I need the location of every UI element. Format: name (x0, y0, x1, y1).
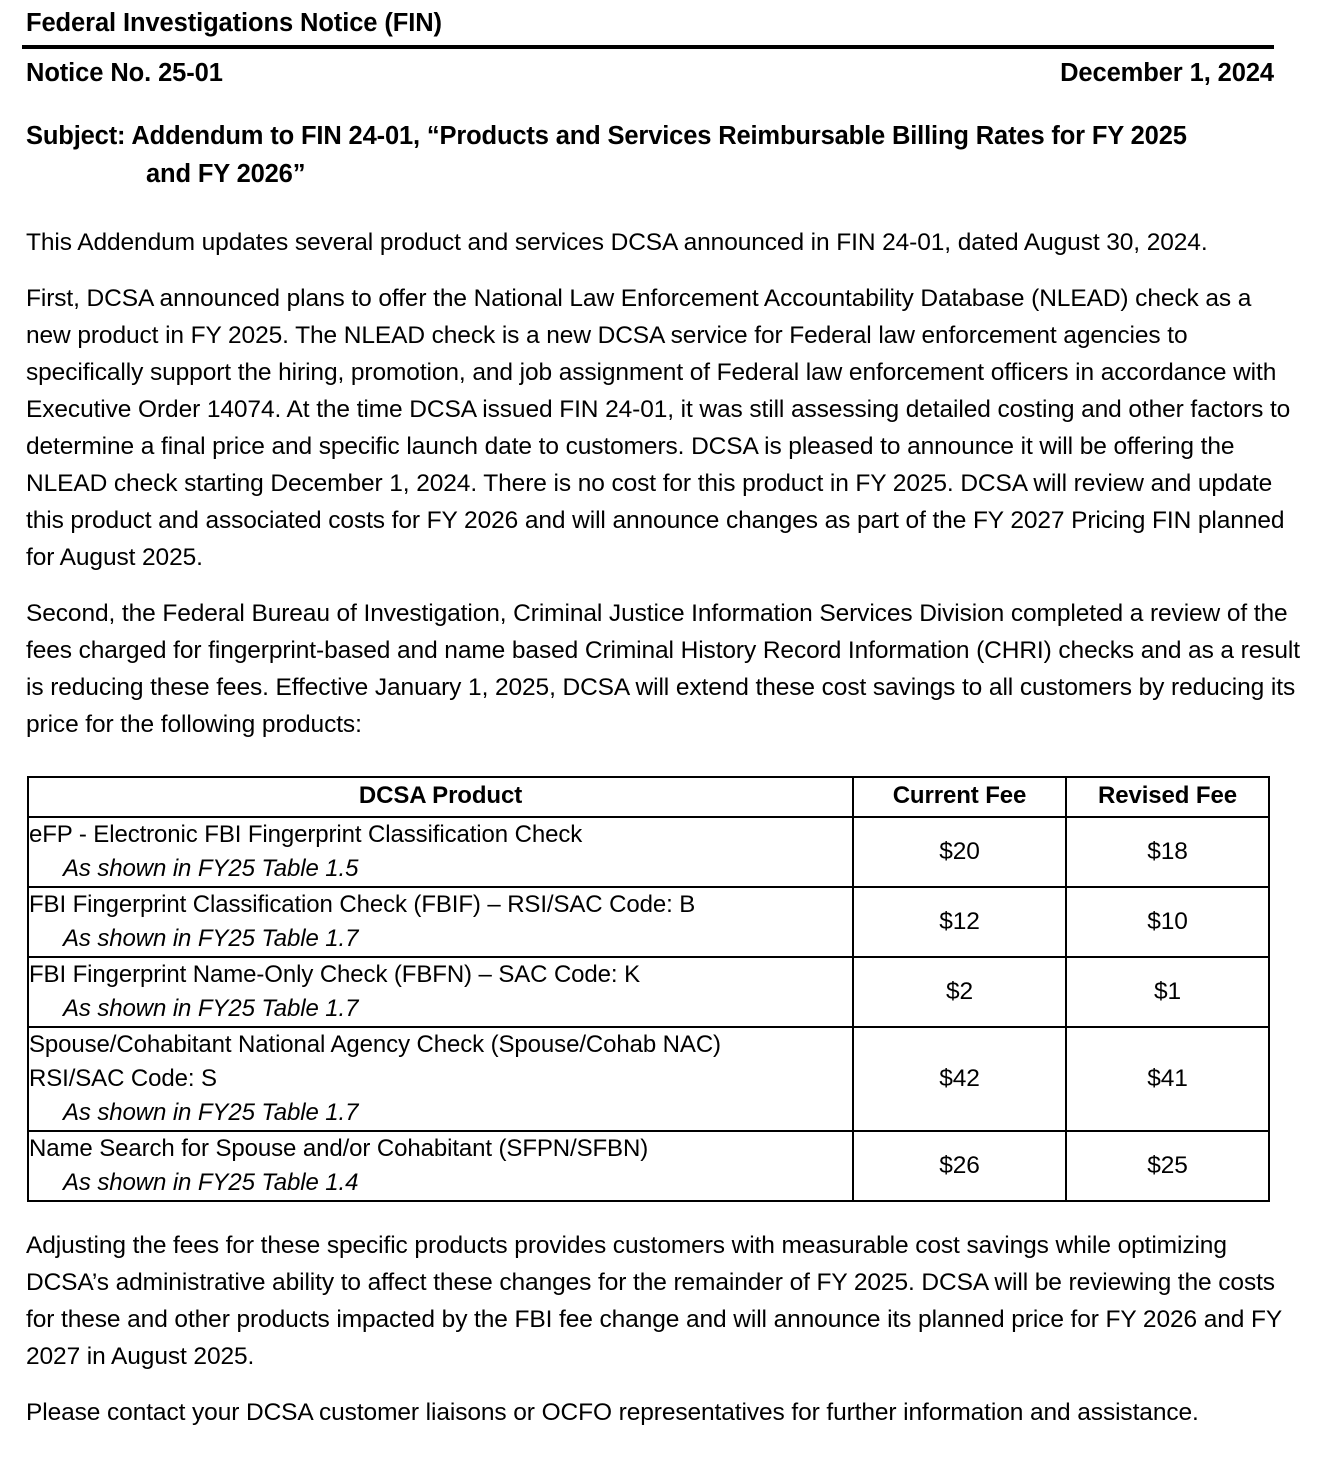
paragraph-spacer (26, 1375, 1302, 1394)
fee-table (27, 776, 1270, 1202)
product-reference: As shown in FY25 Table 1.5 (63, 855, 359, 882)
product-name: Spouse/Cohabitant National Agency Check (Spouse/Cohab NAC) (29, 1031, 721, 1058)
table-row (28, 1027, 1269, 1131)
product-reference: As shown in FY25 Table 1.7 (63, 995, 359, 1022)
notice-date: December 1, 2024 (1060, 59, 1274, 87)
notice-number: Notice No. 25-01 (26, 59, 223, 87)
cell-revised-fee: $10 (1066, 887, 1269, 957)
masthead (0, 0, 1340, 40)
subject-block (26, 117, 1300, 193)
body-paragraph-2: First, DCSA announced plans to offer the National Law Enforcement Accountability Database (NLEAD) check as a new product in FY 2025. The NLEAD check is a new DCSA service for Federal law enforcement agencies to specifically support the hiring, promotion, and job assignment of Federal law enforcement officers in accordance with Executive Order 14074. At the time DCSA issued FIN 24-01, it was still assessing detailed costing and other factors to determine a final price and specific launch date to customers. DCSA is pleased to announce it will be offering the NLEAD check starting December 1, 2024. There is no cost for this product in FY 2025. DCSA will review and update this product and associated costs for FY 2026 and will announce changes as part of the FY 2027 Pricing FIN planned for August 2025. (26, 285, 1291, 571)
table-row (28, 817, 1269, 887)
column-header-revised-fee: Revised Fee (1066, 777, 1269, 817)
cell-product (28, 1027, 853, 1131)
table-row (28, 1131, 1269, 1201)
product-name: Name Search for Spouse and/or Cohabitant (SFPN/SFBN) (29, 1135, 649, 1162)
table-row (28, 887, 1269, 957)
cell-revised-fee: $1 (1066, 957, 1269, 1027)
subject-line-2: and FY 2026” (146, 160, 306, 188)
product-reference: As shown in FY25 Table 1.7 (63, 1099, 359, 1126)
cell-current-fee: $12 (853, 887, 1066, 957)
subject-line-1: Subject: Addendum to FIN 24-01, “Products and Services Reimbursable Billing Rates for FY 2025 (26, 122, 1187, 150)
closing-paragraph-2: Please contact your DCSA customer liaisons or OCFO representatives for further information and assistance. (26, 1399, 1199, 1426)
document-title: Federal Investigations Notice (FIN) (26, 9, 442, 37)
cell-revised-fee: $18 (1066, 817, 1269, 887)
closing-paragraph-1: Adjusting the fees for these specific products provides customers with measurable cost savings while optimizing DCSA’s administrative ability to affect these changes for the remainder of FY 2025. DCSA will be reviewing the costs for these and other products impacted by the FBI fee change and will announce its planned price for FY 2026 and FY 2027 in August 2025. (26, 1232, 1282, 1370)
closing-text (26, 1227, 1302, 1431)
cell-product (28, 1131, 853, 1201)
product-name: FBI Fingerprint Classification Check (FBIF) – RSI/SAC Code: B (29, 891, 696, 918)
product-reference: As shown in FY25 Table 1.7 (63, 925, 359, 952)
cell-current-fee: $26 (853, 1131, 1066, 1201)
fee-table-header-row (28, 777, 1269, 817)
fee-table-container (27, 776, 1268, 1202)
product-name: eFP - Electronic FBI Fingerprint Classification Check (29, 821, 583, 848)
header-divider-rule (22, 45, 1274, 49)
cell-product (28, 817, 853, 887)
cell-revised-fee: $25 (1066, 1131, 1269, 1201)
cell-current-fee: $20 (853, 817, 1066, 887)
cell-product (28, 957, 853, 1027)
cell-product (28, 887, 853, 957)
table-row (28, 957, 1269, 1027)
cell-current-fee: $2 (853, 957, 1066, 1027)
notice-header-row (26, 55, 1274, 91)
column-header-current-fee: Current Fee (853, 777, 1066, 817)
body-paragraph-3: Second, the Federal Bureau of Investigation, Criminal Justice Information Services Division completed a review of the fees charged for fingerprint-based and name based Criminal History Record Information (CHRI) checks and as a result is reducing these fees. Effective January 1, 2025, DCSA will extend these cost savings to all customers by reducing its price for the following products: (26, 600, 1300, 738)
cell-current-fee: $42 (853, 1027, 1066, 1131)
product-name-continued: RSI/SAC Code: S (29, 1065, 217, 1092)
product-name: FBI Fingerprint Name-Only Check (FBFN) – SAC Code: K (29, 961, 640, 988)
body-text (26, 224, 1302, 743)
product-reference: As shown in FY25 Table 1.4 (63, 1169, 359, 1196)
body-paragraph-1: This Addendum updates several product and services DCSA announced in FIN 24-01, dated August 30, 2024. (26, 229, 1208, 256)
cell-revised-fee: $41 (1066, 1027, 1269, 1131)
column-header-product: DCSA Product (28, 777, 853, 817)
